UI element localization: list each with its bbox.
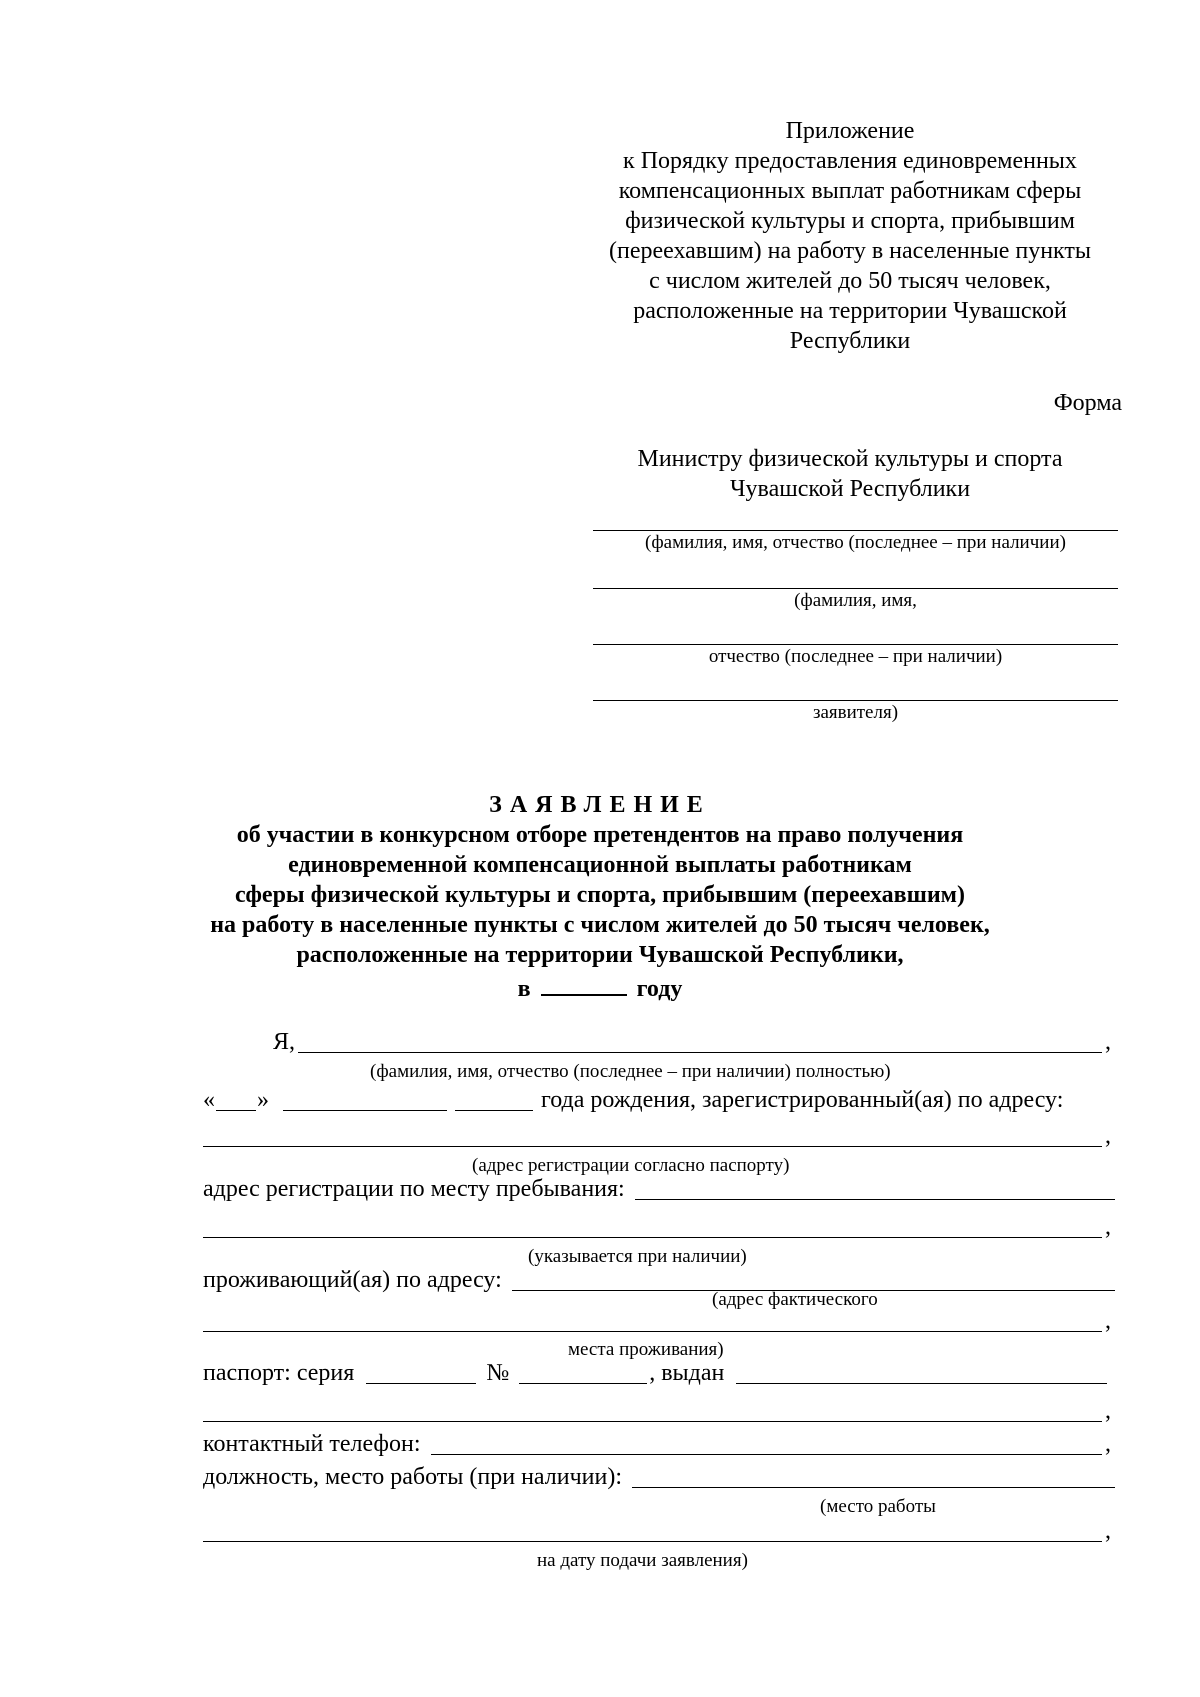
applicant-name-block — [593, 566, 1118, 613]
caption-applicant: заявителя) — [812, 702, 899, 723]
temp-reg-field-cont[interactable] — [203, 1215, 1102, 1238]
passport-issued-field-cont[interactable] — [203, 1399, 1102, 1422]
applicant-patronymic-block — [593, 622, 1118, 669]
caption-work-1: (место работы — [820, 1496, 936, 1517]
row-passport-cont — [203, 1396, 1115, 1426]
phone-label: контактный телефон: — [203, 1431, 421, 1457]
caption-reg-passport: (адрес регистрации согласно паспорту) — [472, 1155, 790, 1176]
appendix-line: с числом жителей до 50 тысяч человек, — [649, 268, 1051, 294]
comma: , — [1105, 1214, 1111, 1240]
year-field[interactable] — [541, 970, 627, 996]
addressee-line: Чувашской Республики — [729, 476, 971, 502]
title-year-line — [150, 970, 1050, 1004]
title-line: единовременной компенсационной выплаты работникам — [288, 852, 912, 878]
appendix-header — [580, 116, 1120, 356]
quote-open: « — [203, 1087, 215, 1113]
title-heading: ЗАЯВЛЕНИЕ — [489, 792, 711, 818]
row-position — [203, 1462, 1115, 1492]
row-temp-reg — [203, 1174, 1115, 1204]
passport-number-field[interactable] — [519, 1361, 647, 1384]
passport-series-field[interactable] — [366, 1361, 476, 1384]
row-passport — [203, 1358, 1115, 1388]
fio-full-field[interactable] — [298, 1030, 1102, 1053]
birth-month-field[interactable] — [283, 1088, 447, 1111]
year-prefix: в — [517, 976, 531, 1002]
row-temp-reg-cont — [203, 1212, 1115, 1242]
addressee-line: Министру физической культуры и спорта — [637, 446, 1063, 472]
comma: , — [1105, 1398, 1111, 1424]
title-line: расположенные на территории Чувашской Республики, — [296, 942, 904, 968]
applicant-name-line[interactable] — [593, 566, 1118, 589]
row-residing — [203, 1265, 1115, 1295]
comma: , — [1105, 1029, 1111, 1055]
row-birth — [203, 1085, 1115, 1115]
title-line: об участии в конкурсном отборе претендентов на право получения — [236, 822, 964, 848]
residing-address-field-cont[interactable] — [203, 1309, 1102, 1332]
passport-issued-field[interactable] — [736, 1361, 1107, 1384]
year-suffix: году — [636, 976, 683, 1002]
appendix-line: расположенные на территории Чувашской — [633, 298, 1067, 324]
birth-day-field[interactable] — [216, 1088, 256, 1111]
appendix-line: компенсационных выплат работникам сферы — [618, 178, 1082, 204]
comma: , — [1105, 1518, 1111, 1544]
title-line: сферы физической культуры и спорта, прибывшим (переехавшим) — [234, 882, 966, 908]
comma: , — [1105, 1308, 1111, 1334]
issued-label: , выдан — [649, 1360, 725, 1386]
applicant-suffix-line[interactable] — [593, 678, 1118, 701]
applicant-fio-line[interactable] — [593, 512, 1118, 531]
row-phone — [203, 1429, 1115, 1459]
addressee-block — [590, 444, 1110, 504]
applicant-suffix-block — [593, 678, 1118, 725]
caption-patronymic: отчество (последнее – при наличии) — [708, 646, 1003, 667]
row-position-cont — [203, 1516, 1115, 1546]
applicant-fio-block — [593, 512, 1118, 555]
caption-name: (фамилия, имя, — [794, 590, 917, 611]
document-title — [150, 790, 1050, 1004]
birth-year-field[interactable] — [455, 1088, 533, 1111]
residing-label: проживающий(ая) по адресу: — [203, 1267, 502, 1293]
caption-actual-1: (адрес фактического — [712, 1289, 878, 1310]
row-reg-address — [203, 1121, 1115, 1151]
applicant-patronymic-line[interactable] — [593, 622, 1118, 645]
caption-fio-full: (фамилия, имя, отчество (последнее – при наличии) полностью) — [370, 1061, 891, 1082]
birth-text: года рождения, зарегистрированный(ая) по адресу: — [541, 1087, 1064, 1113]
row-fio — [273, 1027, 1115, 1057]
caption-fio: (фамилия, имя, отчество (последнее – при наличии) — [645, 532, 1066, 553]
appendix-line: Приложение — [785, 118, 915, 144]
position-label: должность, место работы (при наличии): — [203, 1464, 623, 1490]
position-field-cont[interactable] — [203, 1519, 1102, 1542]
comma: , — [1105, 1123, 1111, 1149]
temp-reg-label: адрес регистрации по месту пребывания: — [203, 1176, 625, 1202]
appendix-line: физической культуры и спорта, прибывшим — [625, 208, 1075, 234]
appendix-line: к Порядку предоставления единовременных — [623, 148, 1077, 174]
title-line: на работу в населенные пункты с числом жителей до 50 тысяч человек, — [210, 912, 990, 938]
phone-field[interactable] — [431, 1432, 1103, 1455]
i-label: Я, — [273, 1029, 296, 1055]
appendix-line: Республики — [789, 328, 911, 354]
position-field[interactable] — [632, 1465, 1115, 1488]
appendix-line: (переехавшим) на работу в населенные пункты — [608, 238, 1092, 264]
caption-work-2: на дату подачи заявления) — [537, 1550, 748, 1571]
temp-reg-field[interactable] — [635, 1177, 1115, 1200]
number-sign: № — [486, 1360, 510, 1386]
form-label: Форма — [1053, 390, 1122, 416]
caption-actual-2: места проживания) — [568, 1339, 724, 1360]
caption-if-any: (указывается при наличии) — [528, 1246, 747, 1267]
comma: , — [1105, 1431, 1111, 1457]
quote-close: » — [257, 1087, 269, 1113]
passport-label: паспорт: серия — [203, 1360, 355, 1386]
row-residing-cont — [203, 1306, 1115, 1336]
reg-address-field[interactable] — [203, 1124, 1102, 1147]
